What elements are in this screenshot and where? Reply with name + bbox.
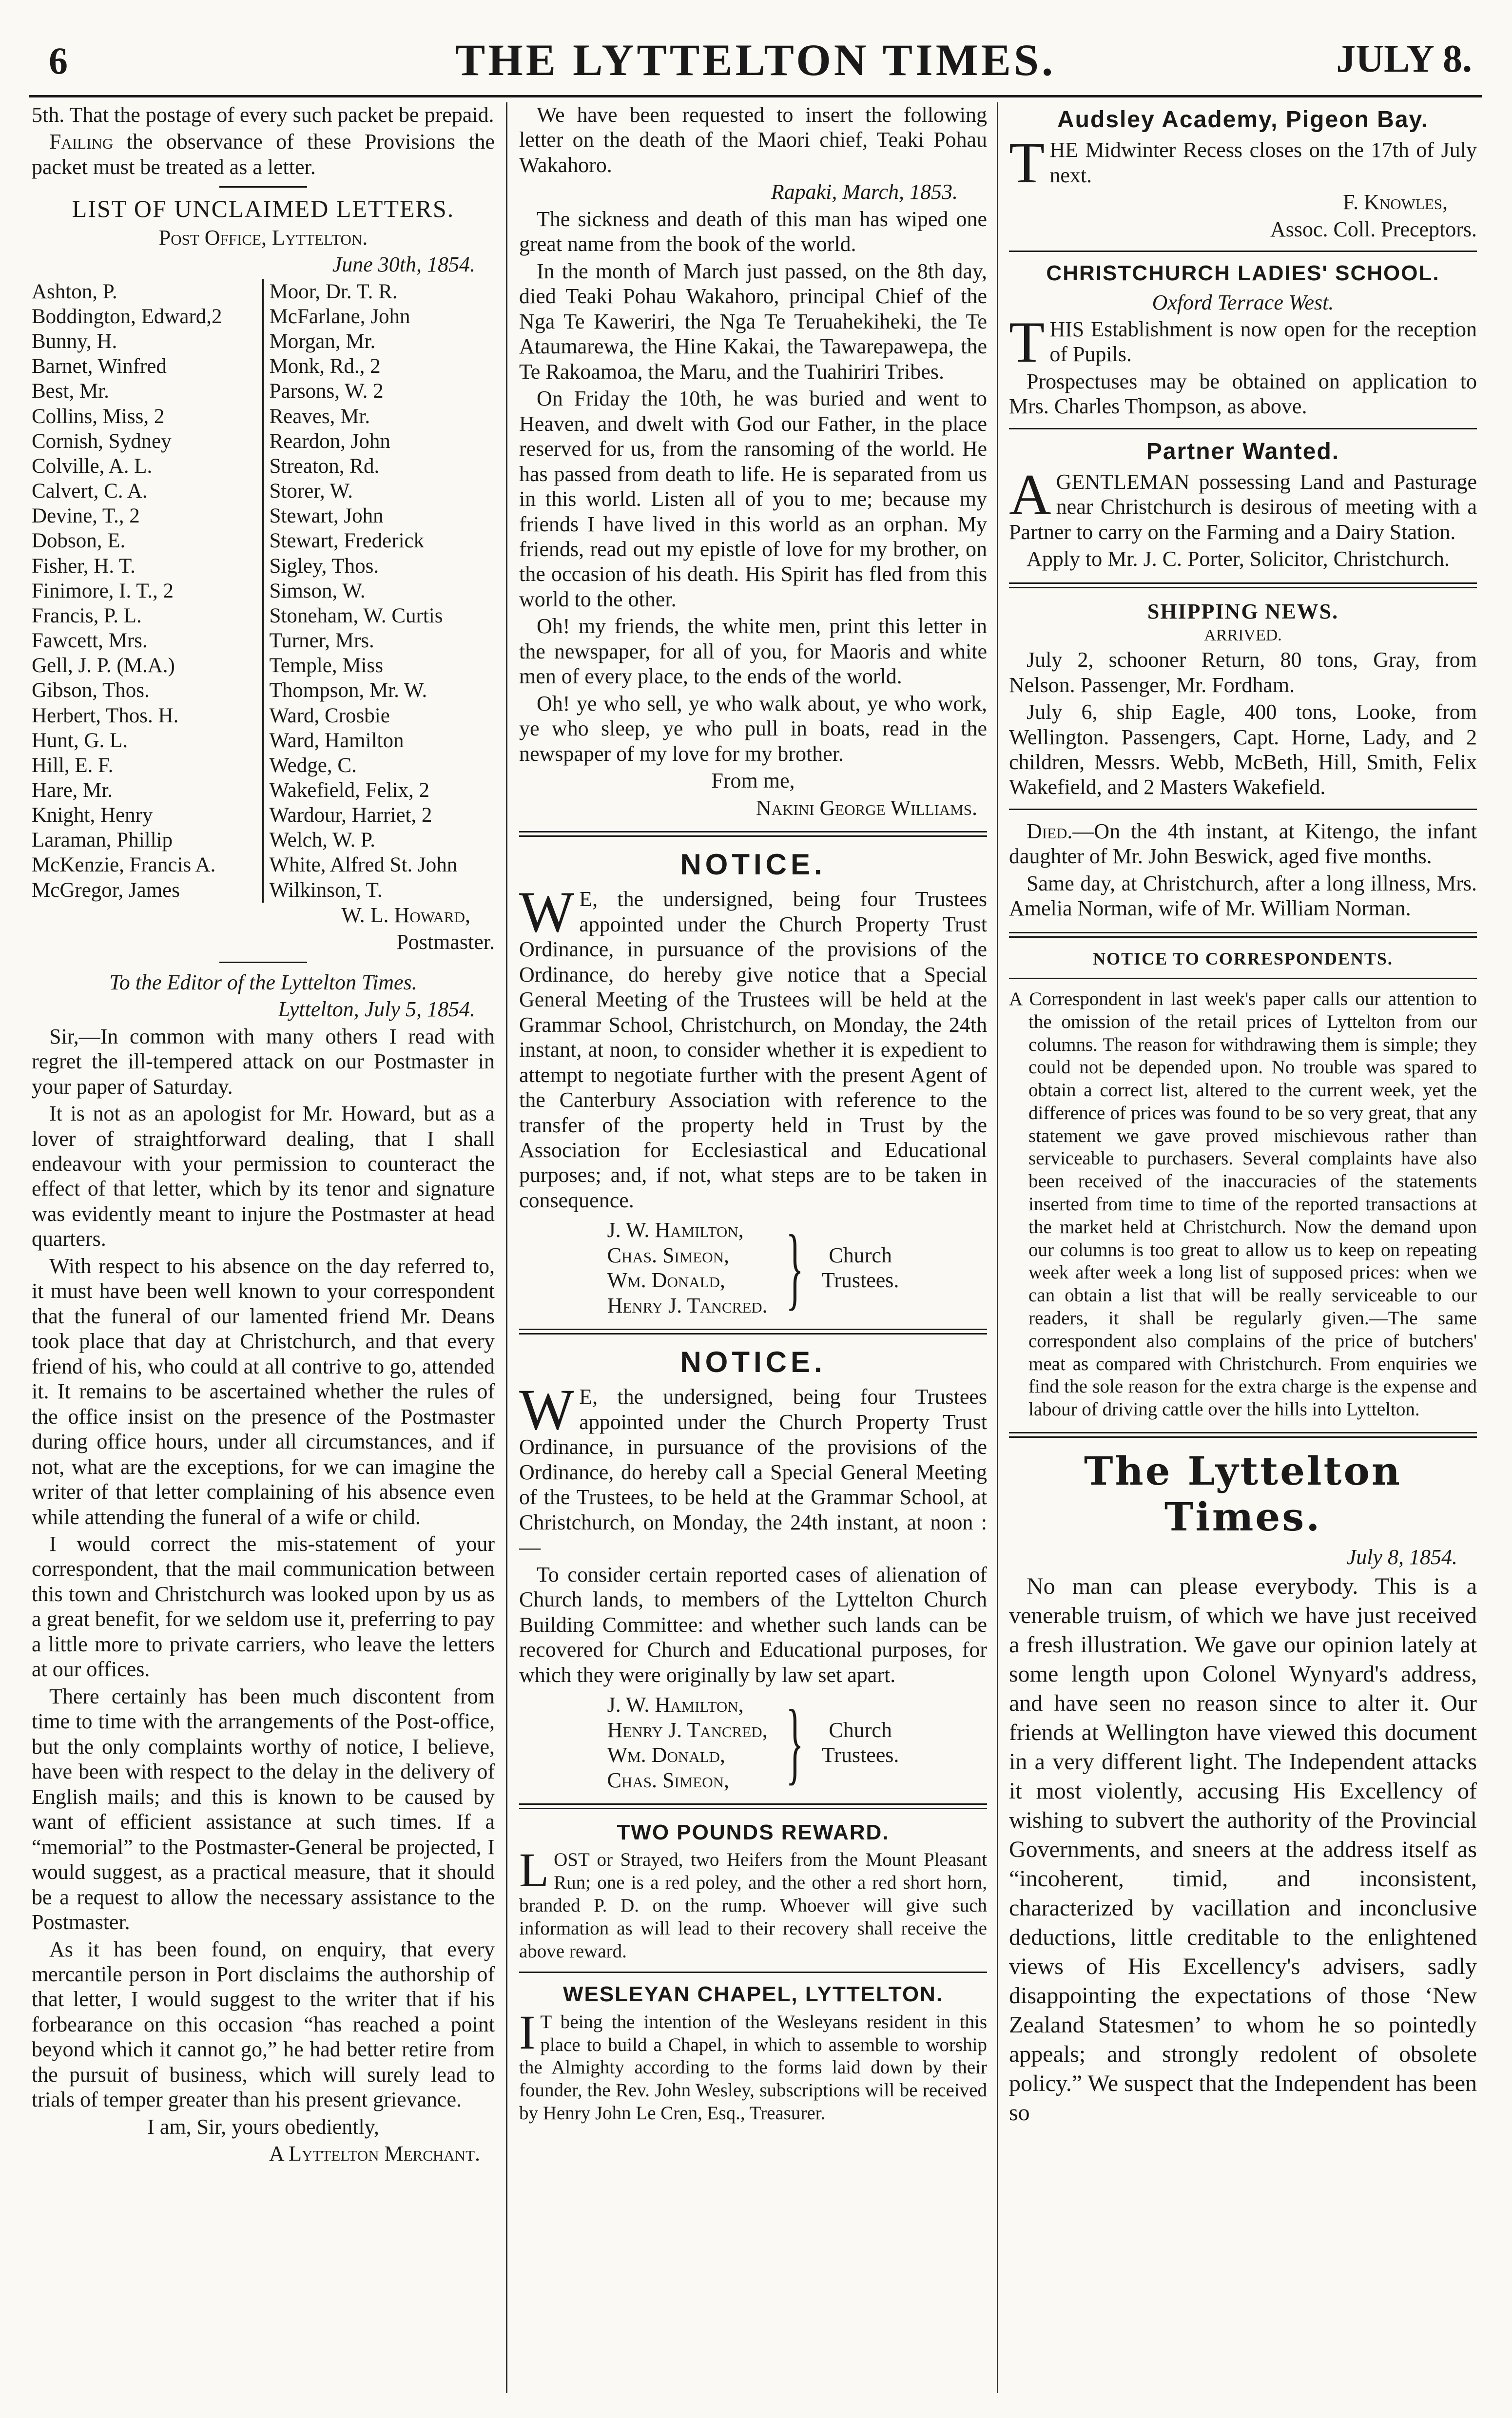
names-left-column <box>32 279 264 903</box>
maori-letter-signature: Nakini George Williams. <box>756 795 977 820</box>
signer: Wm. Donald, <box>607 1268 725 1293</box>
postmaster-name: W. L. Howard, <box>341 903 470 927</box>
signer: J. W. Hamilton, <box>607 1218 744 1242</box>
column-divider <box>997 102 998 2393</box>
shipping-heading: SHIPPING NEWS. <box>1147 599 1339 623</box>
maori-letter-paragraph: Oh! my friends, the white men, print this letter in the newspaper, for all of you, for Maoris and white men of every place, to the ends of the world. <box>519 614 987 689</box>
issue-date: JULY 8. <box>1336 38 1472 80</box>
unclaimed-name: Fisher, H. T. <box>32 554 136 578</box>
signer: Chas. Simeon, <box>607 1768 730 1792</box>
unclaimed-name: Wilkinson, T. <box>269 878 383 902</box>
died-notice-2: Same day, at Christchurch, after a long illness, Mrs. Amelia Norman, wife of Mr. William Norman. <box>1009 871 1477 921</box>
unclaimed-name: Fawcett, Mrs. <box>32 629 148 653</box>
shipping-item: July 6, ship Eagle, 400 tons, Looke, from Wellington. Passengers, Capt. Horne, Lady, and 2 children, Messrs. Webb, McBeth, Hill, Smith, Felix Wakefield, and 2 Masters Wakefield. <box>1009 700 1477 799</box>
signer: Wm. Donald, <box>607 1743 725 1767</box>
died-text: —On the 4th instant, at Kitengo, the infant daughter of Mr. John Beswick, aged five months. <box>1009 819 1477 869</box>
signer: Henry J. Tancred, <box>607 1718 768 1742</box>
unclaimed-name: Moor, Dr. T. R. <box>269 280 398 303</box>
academy-text: HE Midwinter Recess closes on the 17th of July next. <box>1049 138 1477 187</box>
academy-heading: Audsley Academy, Pigeon Bay. <box>1057 107 1429 133</box>
section-rule <box>219 962 307 963</box>
shipping-item: July 2, schooner Return, 80 tons, Gray, from Nelson. Passenger, Mr. Fordham. <box>1009 648 1477 697</box>
unclaimed-name: Gibson, Thos. <box>32 679 150 702</box>
partner-dropcap: A <box>1009 462 1051 527</box>
section-rule <box>519 1803 987 1809</box>
chapel-body <box>519 2005 987 2125</box>
reward-text: OST or Strayed, two Heifers from the Mount Pleasant Run; one is a red poley, and the other a red short horn, branded P. D. on the rump. Whoever will give such information as will lead to their recovery shall receive the above reward. <box>519 1849 987 1962</box>
unclaimed-name: Monk, Rd., 2 <box>269 355 381 378</box>
correspondents-body: A Correspondent in last week's paper calls our attention to the omission of the retail prices of Lyttelton from our columns. The reason for withdrawing them is simple; they could not be depended upon. No trouble was spared to obtain a correct list, altered to the current week, yet the difference of prices was found to be so very great, that any statement we gave proved mischievous rather than serviceable to purchasers. Several complaints have also been received of the inaccuracies of the statements inserted from time to time of the reported transactions at the market held at Christchurch. Now the demand upon our columns is too great to allow us to keep on repeating week after week a long list of supposed prices: when we can obtain a list that will be really serviceable to our readers, it shall be regularly given.—The same correspondent also complains of the price of butchers' meat as compared with Christchurch. From enquiries we find the sole reason for the extra charge is the expense and labour of driving cattle over the hills into Lyttelton. <box>1009 988 1477 1420</box>
unclaimed-name: McGregor, James <box>32 878 180 902</box>
unclaimed-name: Wedge, C. <box>269 754 357 777</box>
editor-letter-paragraph: It is not as an apologist for Mr. Howard, but as a lover of straightforward dealing, that I shall endeavour with your permission to counteract the effect of that letter, which by its tenor and signature was evidently meant to injure the Postmaster at head quarters. <box>32 1102 495 1251</box>
unclaimed-name: Collins, Miss, 2 <box>32 405 165 428</box>
maori-letter-paragraph: Oh! ye who sell, ye who walk about, ye who work, ye who sleep, ye who pull in boats, read in the newspaper of my love for my brother. <box>519 691 987 766</box>
unclaimed-name: Sigley, Thos. <box>269 554 379 578</box>
editor-letter-paragraph: As it has been found, on enquiry, that every mercantile person in Port disclaims the authorship of that letter, I would suggest to the writer that if his forbearance on this occasion “has reached a point beyond which it cannot go,” he had better retire from the pursuit of business, which will surely lead to trials of temper greater than his present grievance. <box>32 1937 495 2112</box>
partner-heading: Partner Wanted. <box>1146 438 1340 464</box>
section-rule <box>1009 978 1477 979</box>
notice-heading: NOTICE. <box>680 1346 826 1379</box>
role-line: Church <box>829 1718 892 1742</box>
signer: Chas. Simeon, <box>607 1243 730 1267</box>
unclaimed-name: Ward, Crosbie <box>269 704 390 727</box>
editor-letter-paragraph: I would correct the mis-statement of your correspondent, that the mail communication between this town and Christchurch was looked upon by us as a great benefit, for we seldom use it, preferring to pay a little more to private carriers, who leave the letters at our offices. <box>32 1532 495 1682</box>
notice-2-signer-list <box>607 1692 768 1793</box>
unclaimed-name: Hill, E. F. <box>32 754 114 777</box>
role-line: Church <box>829 1243 892 1267</box>
unclaimed-name: Stewart, Frederick <box>269 529 425 553</box>
unclaimed-name: Francis, P. L. <box>32 604 142 627</box>
notice-heading: NOTICE. <box>680 848 826 881</box>
unclaimed-name: Welch, W. P. <box>269 829 376 852</box>
section-rule <box>519 1329 987 1335</box>
notice-1-body <box>519 879 987 1213</box>
editor-letter-signature: A Lyttelton Merchant. <box>269 2142 480 2166</box>
unclaimed-name: Wardour, Harriet, 2 <box>269 804 432 827</box>
partner-body <box>1009 462 1477 544</box>
died-lead: Died. <box>1027 819 1073 843</box>
unclaimed-name: Hunt, G. L. <box>32 729 128 752</box>
maori-letter-intro: We have been requested to insert the following letter on the death of the Maori chief, Teaki Pohau Wakahoro. <box>519 103 987 177</box>
newspaper-title: THE LYTTELTON TIMES. <box>455 35 1056 85</box>
column-2 <box>519 102 987 2393</box>
notice-2-signers <box>519 1692 987 1793</box>
academy-signer-title: Assoc. Coll. Preceptors. <box>1270 217 1477 241</box>
unclaimed-name: Wakefield, Felix, 2 <box>269 778 430 802</box>
notice-2-dropcap: W <box>519 1377 575 1442</box>
postage-failing <box>32 129 495 179</box>
editor-letter-paragraph: With respect to his absence on the day referred to, it must have been well known to your correspondent that the funeral of our lamented friend Mr. Deans took place that day at Christchurch, and that every friend of his, who could at all contrive to go, attended it. It remains to be ascertained whether the rules of the office insist on the presence of the Postmaster during office hours, under all circumstances, and if not, what are the exceptions, for we can imagine the writer of that letter complaining of his absence even while attending the funeral of a wife or child. <box>32 1254 495 1529</box>
letters-date: June 30th, 1854. <box>332 252 475 277</box>
masthead-rule <box>29 95 1482 97</box>
unclaimed-name: Turner, Mrs. <box>269 629 374 653</box>
maori-letter-from: From me, <box>711 769 795 793</box>
role-line: Trustees. <box>821 1743 899 1767</box>
section-rule <box>519 831 987 837</box>
died-notice <box>1009 819 1477 869</box>
page-number: 6 <box>49 39 68 82</box>
chapel-heading: WESLEYAN CHAPEL, LYTTELTON. <box>562 1982 944 2007</box>
section-rule <box>1009 932 1477 938</box>
section-rule <box>1009 582 1477 588</box>
column-3 <box>1009 102 1477 2393</box>
unclaimed-name: Dobson, E. <box>32 529 126 553</box>
unclaimed-name: Herbert, Thos. H. <box>32 704 179 727</box>
unclaimed-name: Ashton, P. <box>32 280 117 303</box>
unclaimed-name: Morgan, Mr. <box>269 330 376 353</box>
chapel-dropcap: I <box>519 2005 536 2059</box>
unclaimed-name: Thompson, Mr. W. <box>269 679 427 702</box>
unclaimed-name: Storer, W. <box>269 480 353 503</box>
unclaimed-name: Knight, Henry <box>32 804 153 827</box>
brace-glyph: } <box>786 1691 804 1794</box>
editorial-date: July 8, 1854. <box>1346 1545 1457 1569</box>
unclaimed-name: Bunny, H. <box>32 330 117 353</box>
signer: Henry J. Tancred. <box>607 1293 768 1317</box>
ladies-school-text: HIS Establishment is now open for the reception of Pupils. <box>1049 317 1477 367</box>
signer: J. W. Hamilton, <box>607 1693 744 1717</box>
maori-letter-dateline: Rapaki, March, 1853. <box>771 180 958 204</box>
unclaimed-name: White, Alfred St. John <box>269 853 458 877</box>
unclaimed-name: Ward, Hamilton <box>269 729 404 752</box>
unclaimed-name: Best, Mr. <box>32 380 109 403</box>
unclaimed-name: Streaton, Rd. <box>269 454 380 478</box>
editor-letter-paragraph: Sir,—In common with many others I read with regret the ill-tempered attack on our Postmaster in your paper of Saturday. <box>32 1024 495 1099</box>
editorial-masthead: The Lyttelton Times. <box>1084 1448 1402 1540</box>
unclaimed-name: Boddington, Edward,2 <box>32 305 222 328</box>
notice-2-role <box>822 1718 899 1768</box>
masthead <box>29 19 1482 93</box>
post-office-line: Post Office, Lyttelton. <box>158 225 368 250</box>
notice-1-signers <box>519 1218 987 1318</box>
notice-1-text: E, the undersigned, being four Trustees appointed under the Church Property Trust Ordinance, in pursuance of the provisions of the Ordinance, do hereby give notice that a Special General Meeting of the Trustees will be held at the Grammar School, Christchurch, on Monday, the 24th instant, at noon, to consider whether it is expedient to attempt to negotiate further with the present Agent of the Canterbury Association with reference to the transfer of the property held in Trust by the Association for Ecclesiastical and Educational purposes; and, if not, what steps are to be taken in consequence. <box>519 887 987 1212</box>
unclaimed-name: Calvert, C. A. <box>32 480 148 503</box>
section-rule <box>1009 809 1477 810</box>
unclaimed-names-table <box>32 279 495 903</box>
unclaimed-name: Reardon, John <box>269 429 390 453</box>
notice-1-role <box>822 1243 899 1293</box>
unclaimed-name: Simson, W. <box>269 579 366 602</box>
unclaimed-letters-heading: LIST OF UNCLAIMED LETTERS. <box>72 195 455 223</box>
notice-2-text-2: To consider certain reported cases of alienation of Church lands, to members of the Lyttelton Church Building Committee: and whether such lands can be recovered for Church and Educational purposes, for which they were originally by law set apart. <box>519 1562 987 1687</box>
partner-text: GENTLEMAN possessing Land and Pasturage near Christchurch is desirous of meeting with a Partner to carry on the Farming and a Dairy Station. <box>1009 470 1477 544</box>
maori-letter-paragraph: On Friday the 10th, he was buried and went to Heaven, and dwelt with God our Father, in the place reserved for us, from the ransoming of the world. He has passed from death to life. He is separated from us in this world. Listen all of you to me; because my friends I have lived in this world as an orphan. My friends, read out my epistle of love for my brother, on the occasion of his death. His Spirit has fled from this world to the other. <box>519 387 987 611</box>
academy-body <box>1009 130 1477 195</box>
unclaimed-name: Barnet, Winfred <box>32 355 167 378</box>
editor-letter-closing: I am, Sir, yours obediently, <box>147 2114 379 2139</box>
ladies-school-heading: CHRISTCHURCH LADIES' SCHOOL. <box>1046 261 1440 286</box>
ladies-school-address: Oxford Terrace West. <box>1152 290 1334 314</box>
notice-1-signer-list <box>607 1218 768 1318</box>
column-1 <box>32 102 495 2393</box>
unclaimed-name: Stewart, John <box>269 504 384 528</box>
editorial-body: No man can please everybody. This is a venerable truism, of which we have just received a fresh illustration. We gave our opinion lately at some length upon Colonel Wynyard's address, and have seen no reason since to alter it. Our friends at Wellington have viewed this document in a very different light. The Independent attacks it most violently, accusing His Excellency of wishing to subvert the authority of the Provincial Governments, and sneers at the address itself as “incoherent, timid, and inconsistent, characterized by vacillation and inconclusive deductions, little creditable to the enlightened views of His Excellency's advisers, sadly disappointing the expectations of those ‘New Zealand Statesmen’ to whom he so pointedly appeals; and strongly redolent of obsolete policy.” We suspect that the Independent has been so <box>1009 1573 1477 2126</box>
unclaimed-name: Gell, J. P. (M.A.) <box>32 654 175 677</box>
unclaimed-name: Cornish, Sydney <box>32 429 172 453</box>
unclaimed-name: McFarlane, John <box>269 305 410 328</box>
postmaster-title: Postmaster. <box>396 930 495 954</box>
notice-1-dropcap: W <box>519 879 575 945</box>
editor-letter-heading: To the Editor of the Lyttelton Times. <box>109 970 417 994</box>
unclaimed-name: Laraman, Phillip <box>32 829 173 852</box>
unclaimed-name: Finimore, I. T., 2 <box>32 579 174 602</box>
chapel-text: T being the intention of the Wesleyans resident in this place to build a Chapel, in which to assemble to worship the Almighty according to the forms laid down by their founder, the Rev. John Wesley, subscriptions will be received by Henry John Le Cren, Esq., Treasurer. <box>519 2011 987 2124</box>
ladies-school-body <box>1009 309 1477 374</box>
academy-dropcap: T <box>1009 130 1045 195</box>
editor-letter-body <box>32 1024 495 2112</box>
section-rule <box>1009 251 1477 252</box>
brace-glyph: } <box>786 1217 804 1319</box>
notice-2-body <box>519 1377 987 1560</box>
section-rule <box>219 186 307 188</box>
unclaimed-name: Colville, A. L. <box>32 454 153 478</box>
section-rule <box>1009 1432 1477 1438</box>
correspondents-heading: NOTICE TO CORRESPONDENTS. <box>1093 948 1393 968</box>
partner-text-2: Apply to Mr. J. C. Porter, Solicitor, Christchurch. <box>1027 547 1450 571</box>
section-rule <box>1009 428 1477 429</box>
maori-letter-paragraph: In the month of March just passed, on the 8th day, died Teaki Pohau Wakahoro, principal Chief of the Nga Te Kaweriri, the Nga Te Teruahekiheki, the Te Ataumarewa, the Hine Kakai, the Tawarepawepa, the Te Rakoamoa, the Maru, and the Tuahiriri Tribes. <box>519 259 987 384</box>
unclaimed-name: McKenzie, Francis A. <box>32 853 216 877</box>
names-right-column <box>264 279 495 903</box>
editor-letter-paragraph: There certainly has been much discontent from time to time with the arrangements of the Post-office, but the only complaints worthy of notice, I believe, have been with respect to the delay in the delivery of English mails; and this is known to be caused by want of efficient assistance at such times. If a “memorial” to the Postmaster-General be projected, I would suggest, as a practical measure, that it should be a request to allow the necessary assistance to the Postmaster. <box>32 1684 495 1934</box>
postage-failing-lead: Failing <box>49 130 114 154</box>
unclaimed-name: Stoneham, W. Curtis <box>269 604 443 627</box>
postage-rule: 5th. That the postage of every such packet be prepaid. <box>32 103 494 127</box>
section-rule <box>519 1972 987 1973</box>
postage-failing-rest: the observance of these Provisions the packet must be treated as a letter. <box>32 130 495 179</box>
ladies-school-text-2: Prospectuses may be obtained on application to Mrs. Charles Thompson, as above. <box>1009 369 1477 419</box>
reward-dropcap: L <box>519 1843 549 1897</box>
unclaimed-name: Reaves, Mr. <box>269 405 370 428</box>
unclaimed-name: Temple, Miss <box>269 654 383 677</box>
reward-body <box>519 1843 987 1963</box>
role-line: Trustees. <box>821 1268 899 1293</box>
notice-2-text: E, the undersigned, being four Trustees appointed under the Church Property Trust Ordinance, in pursuance of the provisions of the Ordinance, do hereby call a Special General Meeting of the Trustees, to be held at the Grammar School, at Christchurch, on Monday, the 24th instant, at noon :— <box>519 1385 987 1560</box>
maori-letter-paragraph: The sickness and death of this man has wiped one great name from the book of the world. <box>519 207 987 256</box>
column-divider <box>506 102 507 2393</box>
reward-heading: TWO POUNDS REWARD. <box>617 1820 890 1844</box>
unclaimed-name: Hare, Mr. <box>32 778 113 802</box>
editor-letter-dateline: Lyttelton, July 5, 1854. <box>278 997 475 1022</box>
academy-signer: F. Knowles, <box>1343 190 1448 214</box>
shipping-arrived: ARRIVED. <box>1204 626 1282 645</box>
unclaimed-name: Parsons, W. 2 <box>269 380 384 403</box>
unclaimed-name: Devine, T., 2 <box>32 504 140 528</box>
ladies-school-dropcap: T <box>1009 309 1045 374</box>
